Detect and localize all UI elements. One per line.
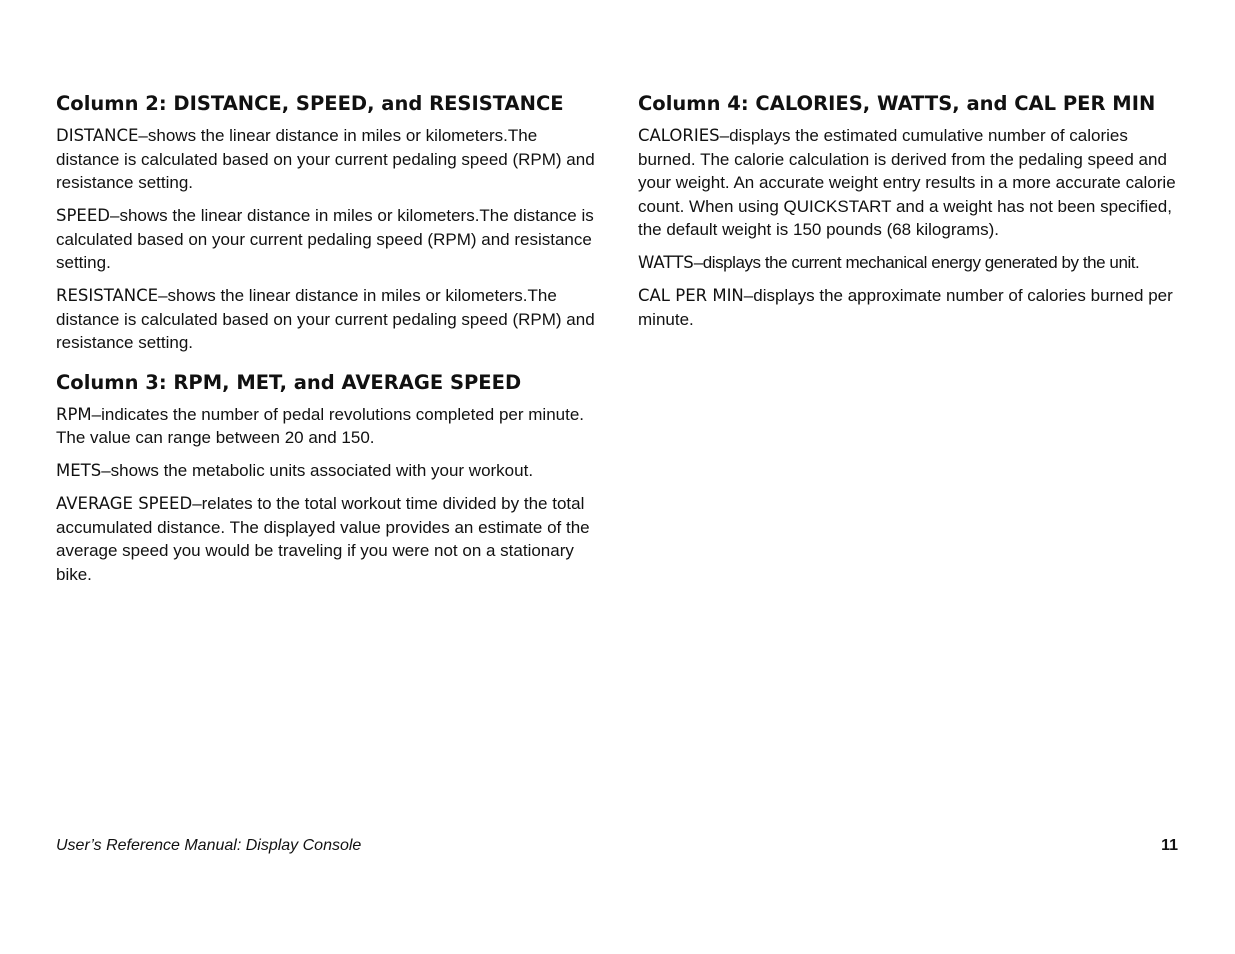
page-number: 11: [1161, 837, 1178, 854]
entry-text: –shows the linear distance in miles or kilometers.The distance is calculated based on your current pedaling speed (RPM) and resistance setting.: [56, 206, 594, 272]
entry-cal-per-min: [638, 284, 1178, 331]
entry-term: RPM: [56, 404, 92, 424]
entry-text: –shows the linear distance in miles or kilometers.The distance is calculated based on your current pedaling speed (RPM) and resistance setting.: [56, 126, 595, 192]
entry-text: –shows the metabolic units associated with your workout.: [101, 461, 534, 480]
entry-term: RESISTANCE: [56, 286, 159, 305]
entry-rpm: [56, 403, 596, 450]
entry-text: –displays the estimated cumulative number of calories burned. The calorie calculation is derived from the pedaling speed and your weight. An accurate weight entry results in a more accurate calorie count. When using QUICKSTART and a weight has not been specified, the default weight is 150 pounds (68 kilograms).: [638, 126, 1176, 239]
entry-text: –indicates the number of pedal revolutions completed per minute. The value can range between 20 and 150.: [56, 404, 585, 447]
entry-calories: [638, 124, 1178, 242]
entry-text: –displays the current mechanical energy generated by the unit.: [693, 253, 1140, 272]
entry-text: –displays the approximate number of calories burned per minute.: [638, 286, 1173, 329]
entry-watts: [638, 251, 1178, 275]
entry-term: AVERAGE SPEED: [56, 494, 193, 513]
entry-text: –shows the linear distance in miles or kilometers.The distance is calculated based on your current pedaling speed (RPM) and resistance setting.: [56, 286, 595, 352]
section-heading: Column 4: CALORIES, WATTS, and CAL PER MIN: [638, 92, 1156, 115]
entry-term: METS: [56, 461, 102, 480]
section-column-4: [638, 90, 1178, 331]
entry-term: CAL PER MIN: [638, 286, 744, 305]
entry-text: –relates to the total workout time divided by the total accumulated distance. The displayed value provides an estimate of the average speed you would be traveling if you were not on a stationary bike.: [56, 494, 590, 584]
footer-title: User’s Reference Manual: Display Console: [56, 837, 362, 854]
entry-term: WATTS: [638, 253, 694, 272]
entry-mets: [56, 459, 596, 483]
section-column-2: [56, 90, 596, 355]
entry-speed: [56, 204, 596, 275]
left-column: [56, 90, 596, 600]
section-heading: Column 2: DISTANCE, SPEED, and RESISTANCE: [56, 92, 564, 115]
section-column-3: [56, 369, 596, 587]
entry-average-speed: [56, 492, 596, 586]
right-column: [638, 90, 1178, 345]
entry-term: CALORIES: [638, 126, 720, 145]
entry-term: DISTANCE: [56, 126, 139, 145]
section-heading: Column 3: RPM, MET, and AVERAGE SPEED: [56, 370, 522, 394]
entry-resistance: [56, 284, 596, 355]
entry-term: SPEED: [56, 206, 110, 225]
entry-distance: [56, 124, 596, 195]
